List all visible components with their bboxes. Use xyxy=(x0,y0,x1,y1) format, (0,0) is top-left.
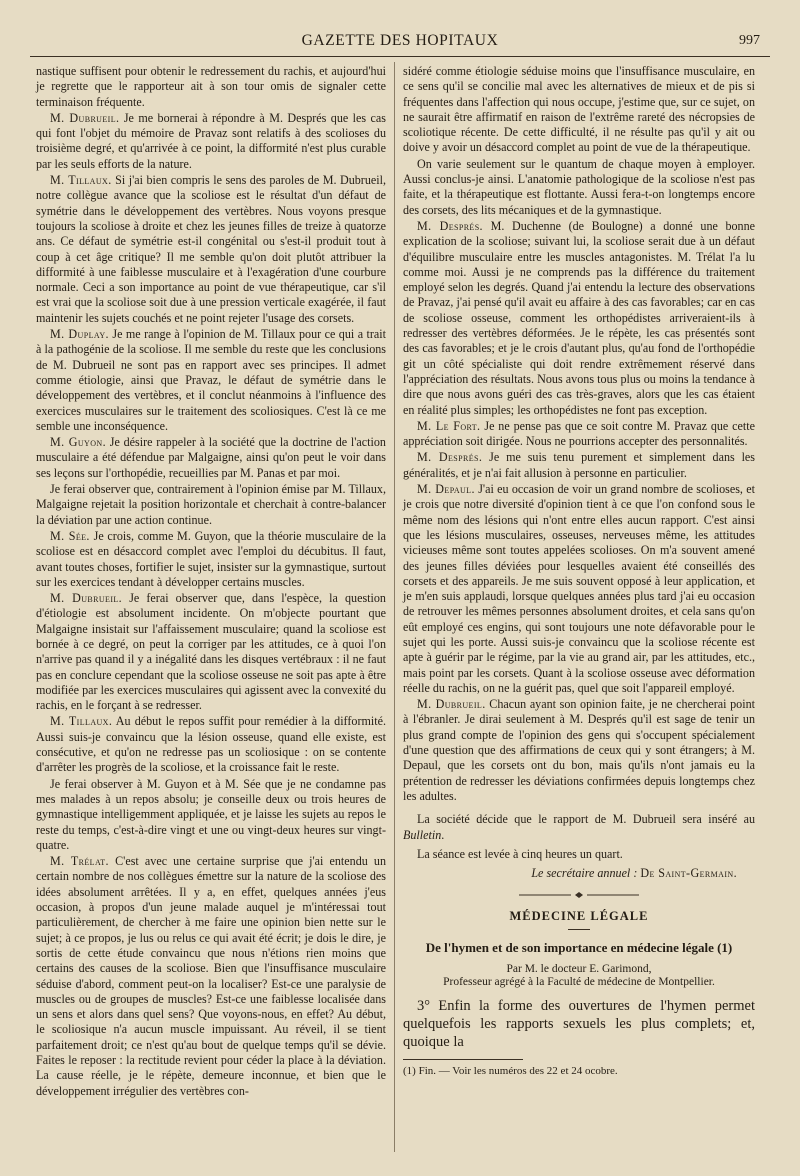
paragraph xyxy=(36,854,386,1099)
paragraph xyxy=(36,173,386,326)
journal-title: GAZETTE DES HOPITAUX xyxy=(301,32,499,49)
speaker-name: M. Trélat. xyxy=(50,854,109,869)
byline-affiliation: Professeur agrégé à la Faculté de médecine de Montpellier. xyxy=(443,976,715,989)
speaker-name: M. Depaul. xyxy=(417,482,475,497)
paragraph xyxy=(403,482,755,696)
page-number: 997 xyxy=(739,33,760,48)
adjournment: La séance est levée à cinq heures un quart. xyxy=(417,846,623,861)
speaker-name: M. Després. xyxy=(417,218,483,233)
paragraph-text: Au début le repos suffit pour remédier à la difformité. Aussi suis-je convaincu que la lésion osseuse, quand elle existe, est consécutive, et qu'on ne redresse pas un scoliosique : on se contente d'arrêter les progrès de la scoliose, et la croissance fait le reste. xyxy=(36,714,386,775)
bulletin-journal-name: Bulletin xyxy=(403,827,442,842)
speaker-name: M. Sée. xyxy=(50,528,90,543)
speaker-name: M. Dubrueil. xyxy=(50,110,120,125)
signature xyxy=(403,866,755,881)
footnote: (1) Fin. — Voir les numéros des 22 et 24 ocobre. xyxy=(403,1065,618,1078)
byline xyxy=(403,963,755,989)
paragraph xyxy=(36,482,386,528)
paragraph xyxy=(36,327,386,434)
article-lead: 3° Enfin la forme des ouvertures de l'hymen permet quelquefois les rapports sexuels les plus complets; et, quoique la xyxy=(403,998,755,1051)
paragraph-text: M. Duchenne (de Boulogne) a donné une bonne explication de la scoliose; suivant lui, la scoliose serait due à un défaut d'équilibre musculaire entre les muscles antagonistes. M. Trélat l'a lu comme moi. Aussi je ne comprends pas la différence du traitement employé selon les degrés. Quand j'ai entendu la lecture des observations de Pravaz, j'ai pensé qu'il avait eu affaire à des cas favorables; car en cas de scoliose osseuse, comment les orthopédistes arriveraient-ils à redresser des vertèbres déformées. Je le répète, les cas présentés sont des cas favorables; et je le crois d'autant plus, qu'au fond de l'orthopédie git un côté spécialiste qui doit rendre extrêmement réservé dans l'appréciation des résultats. Nous avons tous plus ou moins la tendance à dire que nous avons guéri des cas très-graves, alors que les cas étaient en réalité plus simples; les orthopédistes ne font pas exception. xyxy=(403,218,756,417)
column-divider xyxy=(394,62,395,1152)
page-header xyxy=(30,30,770,52)
paragraph xyxy=(403,419,755,450)
paragraph-text: Je désire rappeler à la société que la doctrine de l'action musculaire a été défendue par Malgaigne, ainsi qu'on peut le voir dans ses leçons sur l'orthopédie, recueillies par M. Panas et par moi. xyxy=(36,435,386,480)
section-ornament-icon xyxy=(519,891,639,899)
paragraph-text: Si j'ai bien compris le sens des paroles de M. Dubrueil, notre collègue avance que la scoliose est le résultat d'un défaut de symétrie dans le développement des vertèbres. Nous voyons presque toujours la scoliose à droite et chez les jeunes filles de treize à quatorze ans. Ce défaut de symétrie est-il congénital ou s'est-il produit tout à coup à cet âge critique? Il me semble qu'on doit plutôt attribuer la difformité à une faiblesse musculaire et à l'exagération d'une courbure normale. Ceci a son importance au point de vue thérapeutique, car s'il est vrai que la scoliose soit due à une pression verticale exagérée, il faut maintenir les sujets couchés et ne point rejeter l'usage des corsets. xyxy=(36,173,386,325)
section-rule xyxy=(568,929,590,930)
footnote-rule xyxy=(403,1059,523,1060)
right-column xyxy=(403,64,755,1080)
speaker-name: M. Guyon. xyxy=(50,435,107,450)
paragraph xyxy=(403,64,755,156)
speaker-name: M. Tillaux. xyxy=(50,173,112,188)
paragraph xyxy=(36,777,386,853)
speaker-name: M. Le Fort. xyxy=(417,418,481,433)
paragraph-text: Je ferai observer que, contrairement à l'opinion émise par M. Tillaux, Malgaigne rejetait la position horizontale et cherchait à contre-balancer la déviation par une action continue. xyxy=(36,482,386,527)
paragraph-text: Je me range à l'opinion de M. Tillaux pour ce qui a trait à la pathogénie de la scoliose. Il me semble du reste que les conclusions de M. Dubrueil ne sont pas en rapport avec ses principes. Il admet comme étiologie, ainsi que Pravaz, le défaut de symétrie dans le développement des vertèbres, et il conclut néanmoins à l'influence des exercices musculaires sur le traitement des scoliosiques. C'est là ce me semble une inconséquence. xyxy=(36,327,386,433)
speaker-name: M. Dubrueil. xyxy=(417,697,486,712)
paragraph xyxy=(403,697,755,804)
signature-name: De Saint-Germain. xyxy=(640,866,737,881)
paragraph-text: Je ferai observer à M. Guyon et à M. Sée que je ne condamne pas mes malades à un repos absolu; je conseille deux ou trois heures de gymnastique intelligemment appliquée, et je laisse les sujets au repos le reste du temps, c'est-à-dire vingt et une ou vingt-deux heures sur vingt-quatre. xyxy=(36,776,386,852)
paragraph xyxy=(403,450,755,481)
signature-role: Le secrétaire annuel : xyxy=(531,866,638,881)
speaker-name: M. Duplay. xyxy=(50,327,109,342)
paragraph-text: sidéré comme étiologie séduise moins que l'insuffisance musculaire, en ce sens qu'il se concilie mal avec les alternatives de mieux et de pis si fréquentes dans l'affection qui nous occupe, j'estime que, sur ce sujet, on ne saurait être affirmatif en raison de l'extrême rareté des nécropsies de scoliotique récente. De cette difficulté, il ne résulte pas qu'il y ait ou doive y avoir un désaccord complet au point de vue de la thérapeutique. xyxy=(403,64,755,155)
paragraph-text: C'est avec une certaine surprise que j'ai entendu un certain nombre de nos collègues émettre sur la nature de la scoliose des idées absolument arrêtées. Il y a, en effet, quelques années j'eus occasion, à propos d'un jeune malade auquel je m'intéressai tout particulièrement, de chercher à me faire une opinion bien nette sur le sujet; à ce propos, je lus ou relus ce qui avait été écrit; je dois le dire, je sortis de cette étude convaincu que nous n'étions rien moins que certains des causes de la scoliose. Bien que l'insuffisance musculaire séduise d'abord, comment peut-on la localiser? Est-ce une paralysie de muscles ou de groupes de muscles? Est-ce une faiblesse localisée dans un sens et alors dans quel sens? Que voyons-nous, en effet? Au début, le scoliosique n'a aucun muscle impuissant. Au réveil, il se tient parfaitement droit; ce n'est qu'au bout de quelque temps qu'il se dévie. Faites le reposer : la rectitude revient pour céder la place à la déviation. La cause réelle, je le répète, demeure inconnue, et bien que le développement irrégulier des vertèbres con- xyxy=(36,854,386,1098)
paragraph-text: Je me bornerai à répondre à M. Després que les cas qui font l'objet du mémoire de Pravaz sont relatifs à des scolioses du troisième degré, et qu'arrivée à ce point, la difformité n'est plus curable par les seuls efforts de la nature. xyxy=(36,110,386,171)
paragraph-text: Je ferai observer que, dans l'espèce, la question d'étiologie est absolument incidente. On m'objecte pourtant que Malgaigne insistait sur l'affaissement musculaire; quand la scoliose est bornée à ce degré, on peut la corriger par les attitudes, ce à quoi l'on n'arrive pas quand il y a inégalité dans les disques vertébraux : il ne faut pas en conclure cependant que la scoliose osseuse ne soit pas apte à être modifiée par les exercices musculaires qui agissent avec la convexité du rachis, en le forçant à se redresser. xyxy=(36,591,386,713)
paragraph xyxy=(403,219,755,418)
section-title: MÉDECINE LÉGALE xyxy=(509,909,649,924)
paragraph xyxy=(36,435,386,481)
paragraph xyxy=(36,111,386,172)
paragraph-text: Je crois, comme M. Guyon, que la théorie musculaire de la scoliose est en désaccord complet avec l'emploi du décubitus. Il faut, avant toutes choses, fortifier le sujet, insister sur la gymnastique, surtout sur les exercices tendant à développer certains muscles. xyxy=(36,528,386,589)
left-column xyxy=(36,64,386,1100)
speaker-name: M. Tillaux. xyxy=(50,714,113,729)
speaker-name: M. Dubrueil. xyxy=(50,591,123,606)
paragraph-text: Je me suis tenu purement et simplement dans les généralités, et je n'ai fait allusion à personne en particulier. xyxy=(403,450,755,480)
article-title: De l'hymen et de son importance en médecine légale (1) xyxy=(425,939,733,955)
right-column-paragraphs xyxy=(403,64,755,804)
paragraph-text: On varie seulement sur le quantum de chaque moyen à employer. Aussi conclus-je ainsi. L'anatomie pathologique de la scoliose n'est pas faite, et la thérapeutique est flottante. Aussi fera-t-on longtemps encore des corsets, des lits mécaniques et de la gymnastique. xyxy=(403,156,755,217)
paragraph xyxy=(403,157,755,218)
speaker-name: M. Després. xyxy=(417,450,483,465)
paragraph-text: Je ne pense pas que ce soit contre M. Pravaz que cette appréciation soit dirigée. Nous ne pourrions accepter des personnalités. xyxy=(403,418,755,449)
paragraph-text: J'ai eu occasion de voir un grand nombre de scolioses, et je crois que notre diversité d'opinion tient à ce que l'on confond sous le même nom des lésions qui n'ont entre elles aucun rapport. C'est ainsi que les lésions musculaires, osseuses, nerveuses même, les attitudes vicieuses même sont toutes appelées scolioses. On m'a souvent amené des jeunes filles déviées pour lesquelles avaient été conseillés des corsets et des appareils. Je me suis souvent opposé à leur application, et je m'en suis applaudi, lorsque quelques années plus tard j'ai eu occasion de retrouver les mêmes personnes absolument droites, et cela sans qu'on eût employé ces engins, qui sont toujours une note défavorable pour le sujet qui les porte. Aussi suis-je convaincu que la scoliose récente est apte à guérir par le régime, par la vie au grand air, par les attitudes, etc., mais point par les corsets. Quant à la scoliose osseuse avec déformation réelle du rachis, on ne la guérit pas, quel que soit l'appareil employé. xyxy=(403,482,755,695)
header-rule xyxy=(30,56,770,57)
paragraph xyxy=(36,64,386,110)
paragraph xyxy=(36,529,386,590)
paragraph xyxy=(36,714,386,775)
paragraph-text: Chacun ayant son opinion faite, je ne chercherai point à l'ébranler. Je dirai seulement à M. Després qu'il est sage de tenir un plus grand compte de l'opinion des gens qui s'occupent spécialement d'une question que des affirmations de ceux qui y sont étrangers; à M. Depaul, que les corsets ont du bon, mais qu'ils n'ont jamais eu la prétention de redresser les déviations confirmées depuis longtemps chez les adultes. xyxy=(403,697,755,803)
byline-author: Par M. le docteur E. Garimond, xyxy=(506,963,652,976)
paragraph-text: nastique suffisent pour obtenir le redressement du rachis, et aujourd'hui je regrette que le rapporteur ait à son tour omis de signaler cette terminaison fréquente. xyxy=(36,64,386,109)
paragraph xyxy=(36,591,386,713)
society-decision: La société décide que le rapport de M. Dubrueil sera inséré au Bulletin. xyxy=(403,812,755,842)
